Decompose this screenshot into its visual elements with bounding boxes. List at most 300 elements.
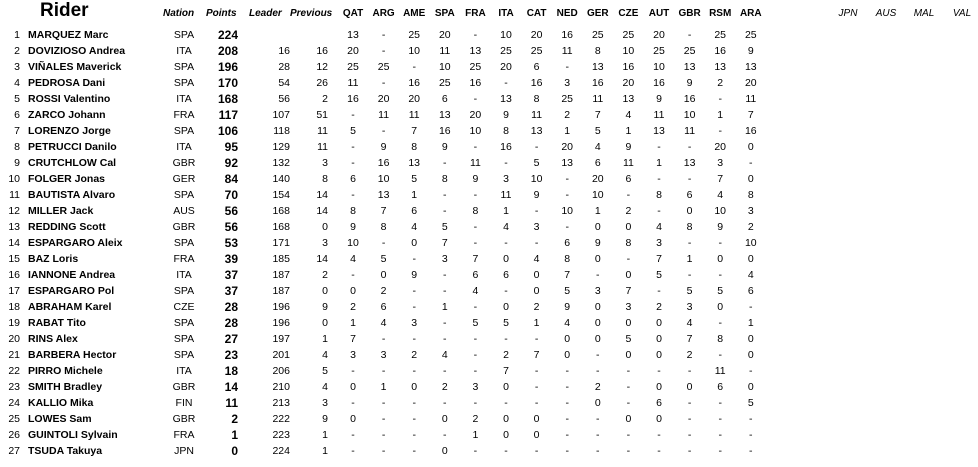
race-result-cell: 6 [747, 285, 754, 297]
race-result-cell: 0 [594, 301, 601, 313]
race-result-cell: - [443, 157, 447, 169]
race-result-cell: 9 [625, 141, 632, 153]
race-result-cell: 0 [747, 333, 754, 345]
race-result-cell: 2 [533, 301, 540, 313]
race-result-cell: 0 [656, 317, 662, 329]
race-result-cell: 16 [469, 77, 482, 89]
race-result-cell: - [504, 445, 508, 457]
nation-cell: SPA [173, 285, 195, 297]
race-result-cell: 0 [686, 381, 693, 393]
race-result-cell: 5 [747, 397, 754, 409]
race-result-cell: 16 [500, 141, 512, 153]
race-result-cell: 5 [533, 157, 540, 169]
race-result-cell: 2 [717, 77, 724, 89]
race-result-cell: - [351, 189, 355, 201]
race-result-cell: - [718, 413, 722, 425]
nation-cell: ITA [176, 141, 192, 153]
race-result-cell: 4 [717, 189, 724, 201]
race-result-cell: 5 [503, 317, 509, 329]
race-result-cell: 0 [656, 381, 662, 393]
race-result-cell: 10 [500, 29, 512, 41]
race-result-cell: 20 [653, 29, 665, 41]
race-result-cell: 1 [503, 205, 509, 217]
table-row [0, 75, 978, 91]
race-result-cell: 2 [747, 221, 754, 233]
previous-gap-cell: 0 [322, 317, 328, 329]
points-cell: 37 [224, 284, 238, 298]
position-cell: 5 [14, 93, 20, 105]
race-result-cell: - [749, 157, 753, 169]
race-result-cell: - [749, 429, 753, 441]
race-result-cell: 0 [503, 301, 509, 313]
position-cell: 21 [8, 349, 20, 361]
rider-name-cell: KALLIO Mika [28, 397, 94, 409]
race-result-cell: 3 [656, 237, 662, 249]
race-result-cell: - [687, 413, 692, 425]
race-result-cell: 0 [747, 173, 754, 185]
race-result-cell: 20 [500, 61, 512, 73]
rider-name-cell: BAZ Loris [28, 253, 79, 265]
race-result-cell: 8 [747, 189, 754, 201]
race-result-cell: - [381, 429, 386, 441]
race-result-cell: 3 [350, 349, 356, 361]
race-result-cell: 1 [747, 317, 754, 329]
race-result-cell: 10 [683, 109, 696, 121]
race-result-cell: - [749, 365, 753, 377]
table-row [0, 155, 978, 171]
previous-gap-cell: 5 [322, 365, 328, 377]
race-result-cell: 3 [472, 381, 479, 393]
race-result-cell: 25 [377, 61, 390, 73]
table-row [0, 139, 978, 155]
race-result-cell: 7 [380, 205, 387, 217]
nation-cell: SPA [173, 61, 195, 73]
race-result-cell: 13 [653, 125, 665, 137]
race-result-cell: - [412, 445, 416, 457]
position-cell: 7 [14, 125, 20, 137]
race-result-cell: - [381, 45, 386, 57]
race-result-cell: - [718, 125, 722, 137]
race-result-cell: 0 [503, 413, 509, 425]
leader-column-header: Leader [249, 8, 282, 19]
leader-gap-cell: 187 [272, 285, 290, 297]
race-result-cell: 5 [564, 285, 571, 297]
race-result-cell: 11 [469, 157, 481, 169]
leader-gap-cell: 132 [272, 157, 290, 169]
race-result-cell: - [443, 189, 447, 201]
nation-cell: GBR [172, 413, 196, 425]
position-cell: 20 [8, 333, 20, 345]
race-result-cell: 1 [533, 317, 540, 329]
race-result-cell: - [351, 397, 355, 409]
race-result-cell: - [534, 381, 539, 393]
race-result-cell: 6 [380, 301, 387, 313]
race-result-cell: - [534, 445, 539, 457]
race-result-cell: 3 [717, 157, 724, 169]
race-header-ara: ARA [739, 8, 762, 19]
points-cell: 224 [217, 28, 238, 42]
previous-gap-cell: 51 [316, 109, 328, 121]
race-header-arg: ARG [372, 8, 395, 19]
race-result-cell: 0 [533, 285, 540, 297]
race-result-cell: 0 [594, 333, 601, 345]
position-cell: 8 [14, 141, 20, 153]
race-result-cell: 2 [686, 349, 693, 361]
race-result-cell: 7 [503, 365, 509, 377]
race-result-cell: - [749, 301, 753, 313]
race-result-cell: 0 [747, 349, 754, 361]
race-result-cell: 11 [347, 77, 359, 89]
race-result-cell: 2 [441, 381, 448, 393]
table-row [0, 27, 978, 43]
race-result-cell: 11 [439, 45, 451, 57]
nation-cell: ITA [176, 93, 192, 105]
race-result-cell: 3 [533, 221, 540, 233]
previous-gap-cell: 4 [322, 381, 328, 393]
previous-gap-cell: 9 [322, 413, 328, 425]
race-result-cell: - [473, 189, 478, 201]
race-result-cell: 25 [408, 29, 421, 41]
race-result-cell: 0 [533, 269, 540, 281]
leader-gap-cell: 154 [272, 189, 290, 201]
race-header-cat: CAT [526, 8, 547, 19]
previous-gap-cell: 14 [316, 189, 328, 201]
race-result-cell: 20 [744, 77, 757, 89]
nation-cell: JPN [174, 445, 194, 457]
race-result-cell: 0 [625, 269, 632, 281]
race-result-cell: - [626, 445, 631, 457]
rider-name-cell: FOLGER Jonas [28, 173, 106, 185]
race-result-cell: - [565, 173, 569, 185]
race-result-cell: - [412, 301, 416, 313]
race-result-cell: 20 [408, 93, 421, 105]
leader-gap-cell: 206 [272, 365, 290, 377]
race-result-cell: 8 [625, 237, 632, 249]
race-result-cell: - [473, 397, 478, 409]
position-cell: 9 [14, 157, 20, 169]
race-result-cell: - [687, 141, 692, 153]
race-result-cell: 0 [717, 301, 724, 313]
race-result-cell: - [565, 189, 569, 201]
rider-name-cell: REDDING Scott [28, 221, 106, 233]
rider-name-cell: SMITH Bradley [28, 381, 103, 393]
rider-name-cell: ROSSI Valentino [28, 93, 111, 105]
race-result-cell: - [381, 413, 386, 425]
race-result-cell: 0 [747, 381, 754, 393]
race-result-cell: 10 [438, 61, 451, 73]
race-result-cell: - [687, 445, 692, 457]
race-result-cell: 2 [503, 349, 509, 361]
race-result-cell: - [687, 237, 692, 249]
previous-gap-cell: 3 [322, 237, 328, 249]
nation-cell: ITA [176, 365, 192, 377]
race-result-cell: 0 [533, 413, 540, 425]
race-result-cell: 11 [561, 45, 573, 57]
rider-name-cell: BAUTISTA Alvaro [28, 189, 116, 201]
race-result-cell: - [351, 269, 355, 281]
race-result-cell: 16 [622, 61, 635, 73]
race-result-cell: 0 [625, 349, 632, 361]
race-result-cell: 0 [564, 349, 571, 361]
race-result-cell: 0 [441, 413, 448, 425]
race-result-cell: - [687, 365, 692, 377]
rider-name-cell: PIRRO Michele [28, 365, 103, 377]
race-result-cell: 7 [411, 125, 418, 137]
points-cell: 27 [224, 332, 238, 346]
rider-name-cell: DOVIZIOSO Andrea [28, 45, 126, 57]
leader-gap-cell: 213 [272, 397, 290, 409]
race-result-cell: 5 [441, 221, 448, 233]
race-result-cell: - [565, 397, 569, 409]
race-result-cell: 0 [625, 221, 632, 233]
race-result-cell: 1 [411, 189, 418, 201]
position-cell: 17 [8, 285, 20, 297]
race-result-cell: - [351, 157, 355, 169]
race-header-cze: CZE [618, 8, 639, 19]
race-result-cell: 16 [683, 93, 696, 105]
race-result-cell: 2 [350, 301, 356, 313]
race-result-cell: 6 [411, 205, 418, 217]
race-result-cell: 0 [380, 269, 387, 281]
race-result-cell: 2 [411, 349, 418, 361]
race-result-cell: - [749, 445, 753, 457]
points-cell: 1 [231, 428, 238, 442]
race-result-cell: - [718, 397, 722, 409]
race-result-cell: 0 [564, 333, 571, 345]
leader-gap-cell: 140 [272, 173, 290, 185]
race-result-cell: - [565, 429, 569, 441]
rider-name-cell: CRUTCHLOW Cal [28, 157, 117, 169]
race-result-cell: 9 [717, 221, 724, 233]
race-result-cell: 1 [350, 317, 356, 329]
rider-name-cell: GUINTOLI Sylvain [28, 429, 118, 441]
position-cell: 12 [8, 205, 20, 217]
race-result-cell: 16 [347, 93, 359, 105]
leader-gap-cell: 168 [272, 221, 290, 233]
race-result-cell: 9 [411, 269, 418, 281]
race-result-cell: - [443, 429, 447, 441]
table-row [0, 235, 978, 251]
race-result-cell: - [534, 141, 539, 153]
race-header-ame: AME [403, 8, 426, 19]
race-result-cell: 5 [380, 253, 387, 265]
race-result-cell: 16 [744, 125, 757, 137]
position-cell: 16 [8, 269, 20, 281]
race-result-cell: - [657, 429, 661, 441]
race-result-cell: - [687, 29, 692, 41]
race-result-cell: 1 [625, 125, 632, 137]
race-result-cell: 13 [622, 93, 635, 105]
previous-gap-cell: 11 [317, 125, 328, 137]
race-result-cell: 25 [744, 29, 757, 41]
race-result-cell: 25 [591, 29, 604, 41]
race-result-cell: 16 [714, 45, 727, 57]
race-result-cell: - [687, 397, 692, 409]
race-result-cell: - [443, 317, 447, 329]
previous-gap-cell: 2 [322, 93, 328, 105]
race-result-cell: - [412, 61, 416, 73]
position-cell: 11 [9, 189, 20, 201]
previous-gap-cell: 16 [316, 45, 328, 57]
race-result-cell: 13 [530, 125, 543, 137]
previous-gap-cell: 26 [316, 77, 328, 89]
race-result-cell: - [473, 445, 478, 457]
race-result-cell: 13 [683, 61, 696, 73]
leader-gap-cell: 56 [278, 93, 290, 105]
table-row [0, 283, 978, 299]
leader-gap-cell: 129 [272, 141, 290, 153]
race-result-cell: 13 [347, 29, 359, 41]
nation-cell: GBR [172, 221, 196, 233]
leader-gap-cell: 224 [272, 445, 290, 457]
leader-gap-cell: 185 [272, 253, 290, 265]
points-cell: 37 [224, 268, 238, 282]
race-result-cell: 0 [747, 141, 754, 153]
race-result-cell: 6 [686, 189, 693, 201]
nation-cell: GBR [172, 381, 196, 393]
future-race-header-jpn: JPN [838, 8, 858, 19]
race-result-cell: 13 [469, 45, 482, 57]
nation-cell: SPA [173, 317, 195, 329]
nation-cell: SPA [173, 237, 195, 249]
race-result-cell: 4 [594, 141, 601, 153]
race-result-cell: 16 [530, 77, 543, 89]
race-result-cell: - [657, 285, 661, 297]
table-row [0, 315, 978, 331]
previous-gap-cell: 4 [322, 349, 328, 361]
race-result-cell: 7 [717, 173, 724, 185]
previous-gap-cell: 8 [322, 173, 328, 185]
race-result-cell: 3 [594, 285, 601, 297]
race-result-cell: - [718, 237, 722, 249]
race-result-cell: - [381, 29, 386, 41]
race-result-cell: 13 [714, 61, 727, 73]
race-result-cell: - [596, 365, 600, 377]
leader-gap-cell: 107 [272, 109, 290, 121]
nation-cell: FRA [173, 429, 195, 441]
race-result-cell: 16 [591, 77, 604, 89]
points-cell: 170 [217, 76, 238, 90]
race-result-cell: - [443, 285, 447, 297]
race-result-cell: 20 [591, 173, 604, 185]
race-result-cell: 13 [561, 157, 574, 169]
race-result-cell: 0 [503, 253, 509, 265]
table-row [0, 107, 978, 123]
race-header-rsm: RSM [709, 8, 732, 19]
leader-gap-cell: 168 [272, 205, 290, 217]
race-result-cell: 2 [380, 285, 387, 297]
race-result-cell: - [412, 253, 416, 265]
race-result-cell: 4 [472, 285, 479, 297]
points-cell: 92 [224, 156, 238, 170]
race-result-cell: 8 [533, 93, 540, 105]
position-cell: 6 [14, 109, 20, 121]
race-result-cell: 0 [350, 413, 356, 425]
race-result-cell: 0 [717, 253, 724, 265]
race-result-cell: 3 [380, 349, 387, 361]
race-result-cell: 11 [684, 125, 696, 137]
race-result-cell: 3 [625, 301, 632, 313]
race-result-cell: 0 [625, 317, 632, 329]
race-result-cell: 3 [564, 77, 571, 89]
race-result-cell: 7 [625, 285, 632, 297]
race-result-cell: 4 [380, 317, 387, 329]
points-cell: 2 [231, 412, 238, 426]
table-row [0, 203, 978, 219]
race-result-cell: 5 [686, 285, 693, 297]
race-result-cell: 9 [686, 77, 693, 89]
rider-name-cell: TSUDA Takuya [28, 445, 103, 457]
race-result-cell: 0 [533, 429, 540, 441]
race-result-cell: - [749, 413, 753, 425]
previous-gap-cell: 1 [322, 333, 328, 345]
race-result-cell: - [381, 397, 386, 409]
race-result-cell: - [351, 445, 355, 457]
race-result-cell: - [626, 429, 631, 441]
race-result-cell: 7 [656, 253, 662, 265]
points-cell: 70 [224, 188, 238, 202]
race-result-cell: 7 [747, 109, 754, 121]
rider-name-cell: MILLER Jack [28, 205, 94, 217]
leader-gap-cell: 28 [278, 61, 290, 73]
race-result-cell: - [687, 173, 692, 185]
race-header-fra: FRA [465, 8, 486, 19]
race-result-cell: 20 [622, 77, 635, 89]
race-result-cell: 1 [656, 157, 662, 169]
race-header-ita: ITA [498, 8, 514, 19]
position-cell: 19 [8, 317, 20, 329]
position-cell: 2 [14, 45, 20, 57]
rider-name-cell: ZARCO Johann [28, 109, 106, 121]
rider-name-cell: MARQUEZ Marc [28, 29, 109, 41]
race-result-cell: - [381, 77, 386, 89]
race-result-cell: - [718, 317, 722, 329]
rider-name-cell: PEDROSA Dani [28, 77, 106, 89]
points-cell: 39 [224, 252, 238, 266]
race-result-cell: 0 [625, 413, 632, 425]
race-header-gbr: GBR [678, 8, 701, 19]
race-result-cell: 10 [591, 189, 604, 201]
leader-gap-cell: 16 [278, 45, 290, 57]
race-result-cell: 3 [441, 253, 448, 265]
race-result-cell: 25 [714, 29, 727, 41]
rider-name-cell: RINS Alex [28, 333, 78, 345]
race-result-cell: 7 [533, 349, 540, 361]
race-result-cell: 20 [438, 29, 451, 41]
previous-gap-cell: 2 [322, 269, 328, 281]
leader-gap-cell: 187 [272, 269, 290, 281]
race-result-cell: 6 [350, 173, 356, 185]
table-row [0, 299, 978, 315]
race-result-cell: 11 [378, 109, 390, 121]
race-result-cell: 5 [717, 285, 724, 297]
nation-cell: SPA [173, 29, 195, 41]
race-result-cell: - [351, 365, 355, 377]
race-result-cell: 9 [747, 45, 754, 57]
leader-gap-cell: 222 [272, 413, 290, 425]
race-result-cell: 16 [408, 77, 421, 89]
rider-name-cell: ESPARGARO Pol [28, 285, 115, 297]
race-result-cell: - [534, 333, 539, 345]
race-result-cell: 9 [441, 141, 448, 153]
position-cell: 3 [14, 61, 20, 73]
race-result-cell: - [534, 237, 539, 249]
race-result-cell: - [596, 445, 600, 457]
leader-gap-cell: 196 [272, 317, 290, 329]
race-result-cell: 9 [380, 141, 387, 153]
race-result-cell: 4 [411, 221, 418, 233]
points-cell: 84 [224, 172, 238, 186]
